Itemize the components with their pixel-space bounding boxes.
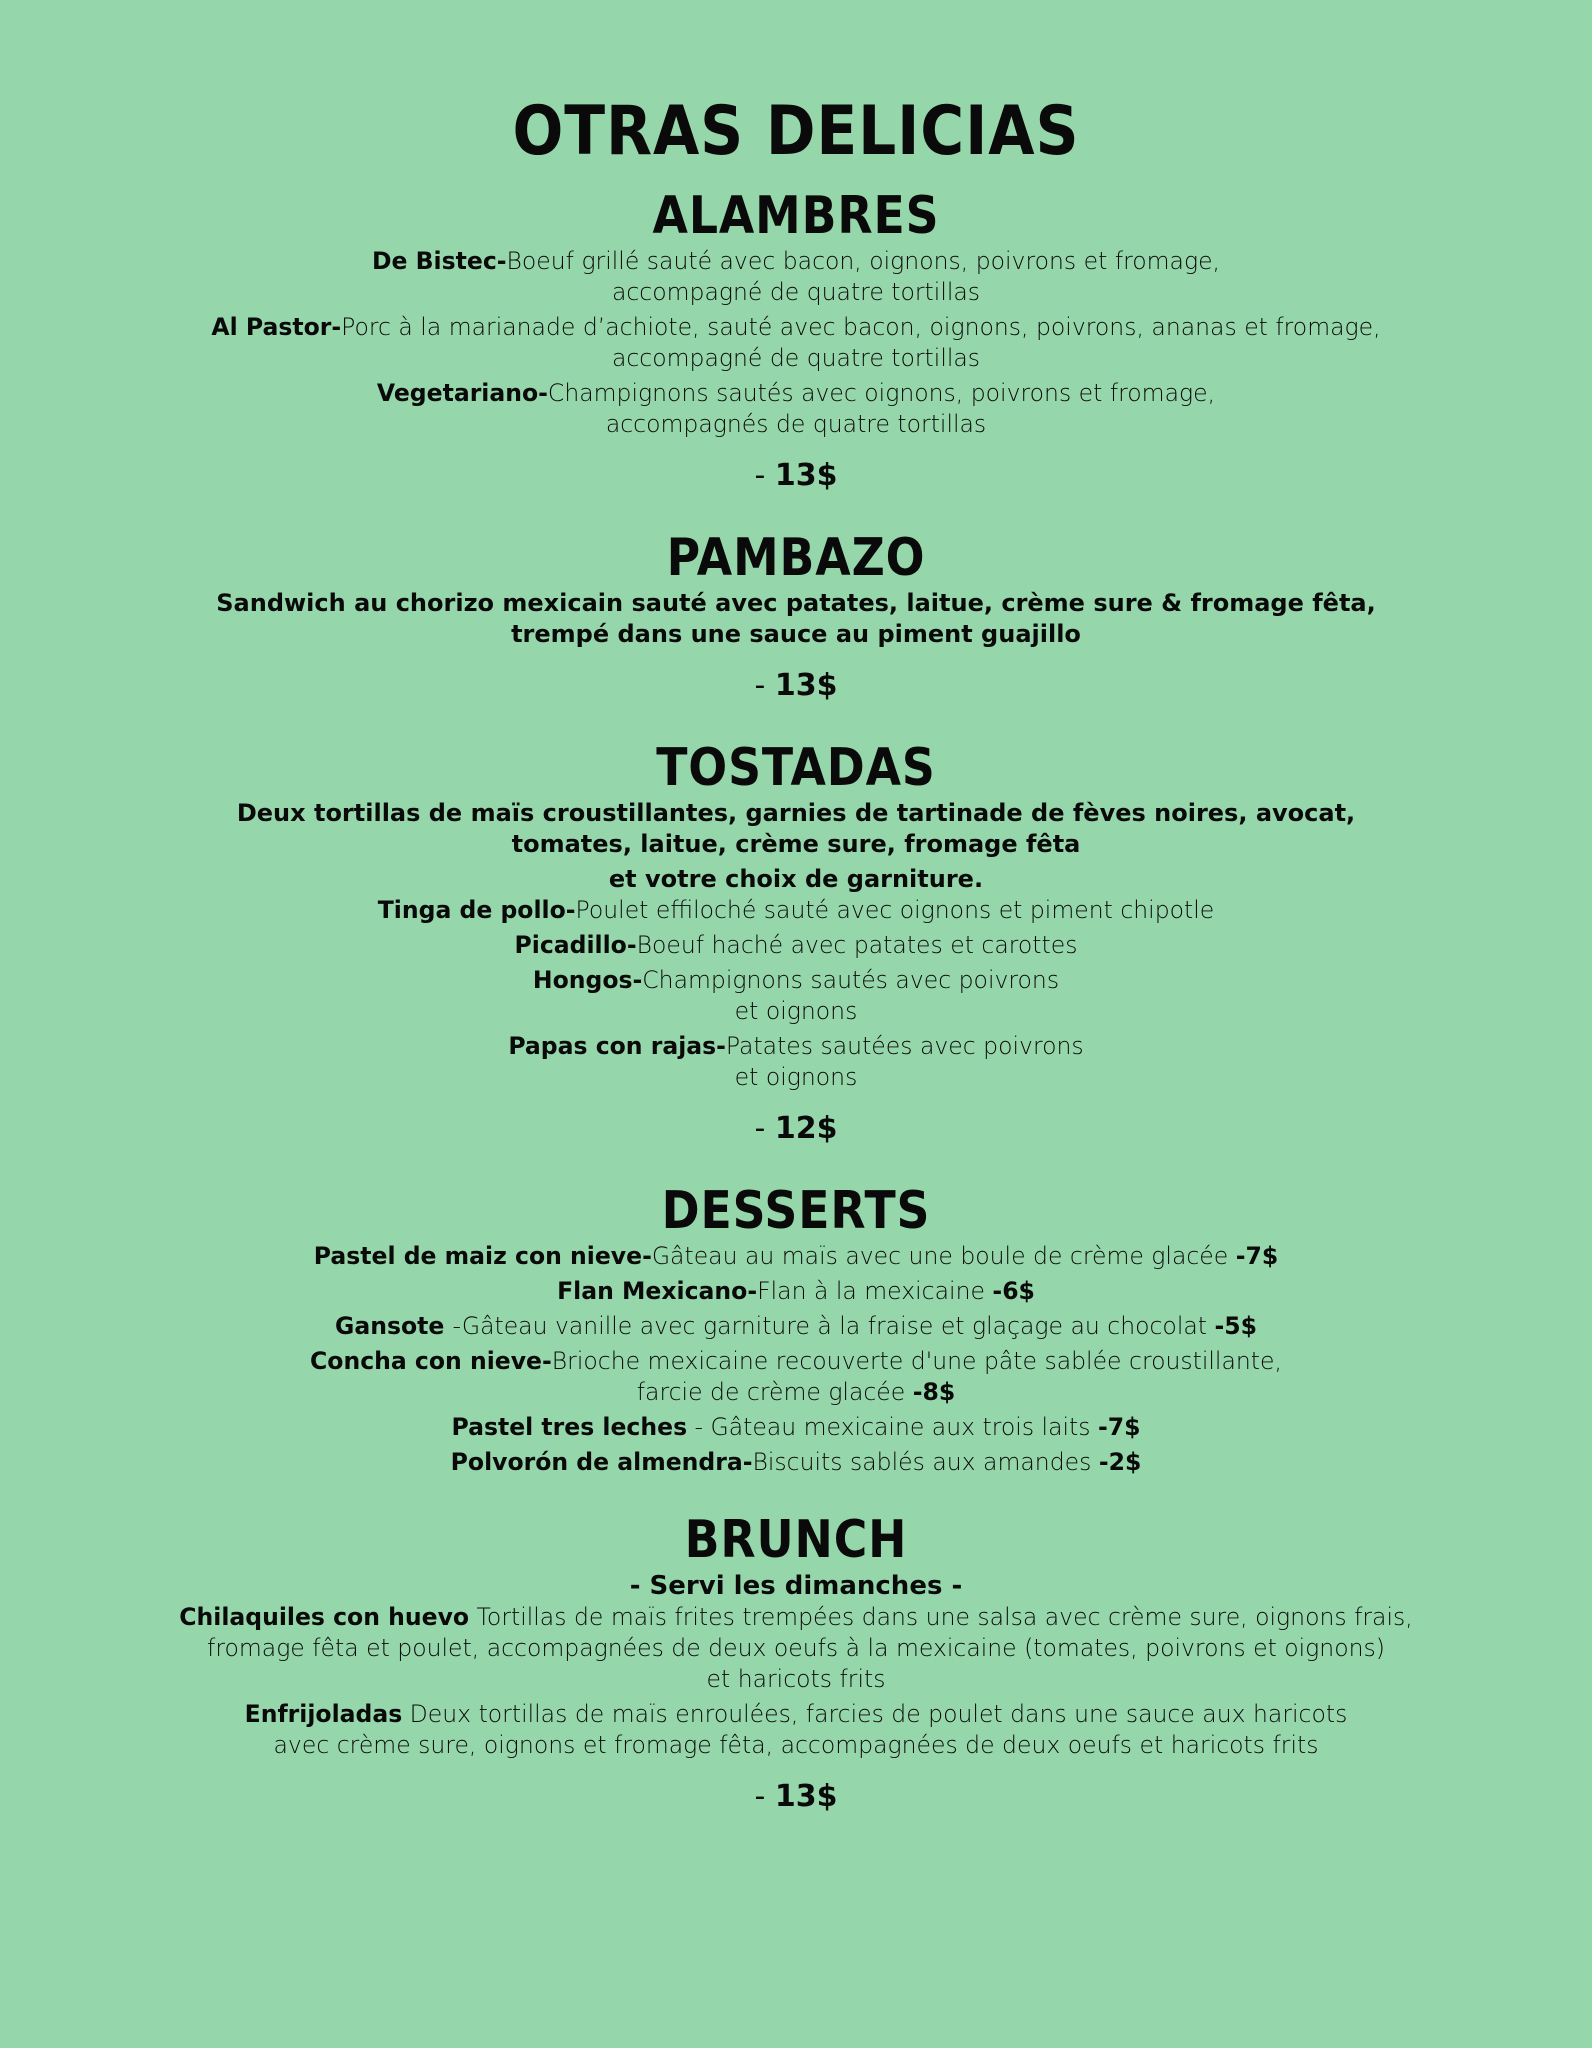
price-value: 12$ xyxy=(774,1111,838,1146)
item-name: Papas con rajas- xyxy=(508,1032,726,1060)
menu-item-tinga-de-pollo xyxy=(0,895,1592,926)
section-pambazo xyxy=(0,528,1592,706)
item-description: Tortillas de maïs frites trempées dans une salsa avec crème sure, oignons frais, xyxy=(469,1603,1413,1631)
item-name: Concha con nieve- xyxy=(310,1347,552,1375)
price-dash: - xyxy=(754,1779,775,1814)
tostadas-description: Deux tortillas de maïs croustillantes, garnies de tartinade de fèves noires, avocat, xyxy=(236,799,1356,827)
section-title-alambres: ALAMBRES xyxy=(652,186,940,246)
section-title-tostadas: TOSTADAS xyxy=(656,738,936,798)
menu-item-papas-con-rajas xyxy=(0,1031,1592,1093)
item-name: Enfrijoladas xyxy=(244,1700,403,1728)
item-price: -8$ xyxy=(912,1378,956,1406)
section-desserts xyxy=(0,1181,1592,1478)
price-dash: - xyxy=(754,458,775,493)
pambazo-description-cont: trempé dans une sauce au piment guajillo xyxy=(511,620,1081,648)
item-description: Deux tortillas de maïs enroulées, farcies de poulet dans une sauce aux haricots xyxy=(402,1700,1348,1728)
item-description-cont: farcie de crème glacée xyxy=(636,1378,913,1406)
menu-item-flan-mexicano xyxy=(0,1276,1592,1307)
item-description-cont2: et haricots frits xyxy=(706,1665,886,1693)
item-name: Chilaquiles con huevo xyxy=(179,1603,470,1631)
menu-item-al-pastor xyxy=(0,312,1592,374)
item-price: -2$ xyxy=(1098,1448,1142,1476)
item-price: -6$ xyxy=(992,1277,1035,1305)
item-description: Biscuits sablés aux amandes xyxy=(752,1448,1099,1476)
item-description: - Gâteau mexicaine aux trois laits xyxy=(687,1413,1098,1441)
price-dash: - xyxy=(754,1111,775,1146)
item-description-cont: avec crème sure, oignons et fromage fêta, accompagnées de deux oeufs et haricots frits xyxy=(273,1731,1319,1759)
menu-item-chilaquiles xyxy=(0,1602,1592,1695)
brunch-subtitle: - Servi les dimanches - xyxy=(629,1571,963,1601)
item-description: Boeuf haché avec patates et carottes xyxy=(636,931,1078,959)
price-brunch xyxy=(0,1777,1592,1817)
item-name: Pastel tres leches xyxy=(451,1413,688,1441)
item-name: Al Pastor- xyxy=(211,313,342,341)
item-price: -7$ xyxy=(1235,1242,1279,1270)
section-title-desserts: DESSERTS xyxy=(661,1181,931,1241)
menu-item-enfrijoladas xyxy=(0,1699,1592,1761)
item-description-cont: fromage fêta et poulet, accompagnées de deux oeufs à la mexicaine (tomates, poivrons et oignons) xyxy=(207,1634,1385,1662)
section-tostadas xyxy=(0,738,1592,1149)
pambazo-description: Sandwich au chorizo mexicain sauté avec patates, laitue, crème sure & fromage fêta, xyxy=(216,589,1376,617)
tostadas-description-cont: tomates, laitue, crème sure, fromage fêta xyxy=(511,830,1081,858)
item-description-cont: accompagné de quatre tortillas xyxy=(611,278,981,306)
price-alambres xyxy=(0,456,1592,496)
menu-item-vegetariano xyxy=(0,378,1592,440)
price-value: 13$ xyxy=(774,458,838,493)
item-description-cont: et oignons xyxy=(734,1063,858,1091)
menu-item-pastel-tres-leches xyxy=(0,1412,1592,1443)
menu-item-gansote xyxy=(0,1311,1592,1342)
item-description: Patates sautées avec poivrons xyxy=(725,1032,1084,1060)
item-name: Hongos- xyxy=(532,966,643,994)
item-description: Flan à la mexicaine xyxy=(757,1277,993,1305)
section-title-brunch: BRUNCH xyxy=(684,1510,908,1570)
section-title-pambazo: PAMBAZO xyxy=(666,528,926,588)
item-name: Gansote xyxy=(335,1312,453,1340)
section-alambres xyxy=(0,186,1592,496)
item-description: Champignons sautés avec oignons, poivrons et fromage, xyxy=(547,379,1216,407)
menu-item-de-bistec xyxy=(0,246,1592,308)
menu-item-pastel-de-maiz xyxy=(0,1241,1592,1272)
tostadas-description-choice: et votre choix de garniture. xyxy=(608,865,984,893)
item-description: Porc à la marianade d’achiote, sauté avec bacon, oignons, poivrons, ananas et fromage, xyxy=(341,313,1381,341)
page-title: OTRAS DELICIAS xyxy=(512,92,1080,171)
item-price: -5$ xyxy=(1214,1312,1257,1340)
item-description: Poulet effiloché sauté avec oignons et piment chipotle xyxy=(575,896,1215,924)
price-value: 13$ xyxy=(774,668,838,703)
price-tostadas xyxy=(0,1109,1592,1149)
price-pambazo xyxy=(0,666,1592,706)
item-name: Tinga de pollo- xyxy=(377,896,576,924)
price-dash: - xyxy=(754,668,775,703)
item-name: Vegetariano- xyxy=(376,379,548,407)
item-description-cont: accompagnés de quatre tortillas xyxy=(605,410,987,438)
menu-item-picadillo xyxy=(0,930,1592,961)
item-name: Polvorón de almendra- xyxy=(450,1448,753,1476)
menu-item-hongos xyxy=(0,965,1592,1027)
item-description: Champignons sautés avec poivrons xyxy=(642,966,1060,994)
item-name: Picadillo- xyxy=(514,931,637,959)
section-brunch xyxy=(0,1510,1592,1817)
item-description-cont: et oignons xyxy=(734,997,858,1025)
item-price: -7$ xyxy=(1097,1413,1141,1441)
menu-item-concha-con-nieve xyxy=(0,1346,1592,1408)
item-description: Gâteau au maïs avec une boule de crème glacée xyxy=(651,1242,1236,1270)
item-name: Flan Mexicano- xyxy=(557,1277,758,1305)
menu-item-polvoron-de-almendra xyxy=(0,1447,1592,1478)
price-value: 13$ xyxy=(774,1779,838,1814)
item-description-cont: accompagné de quatre tortillas xyxy=(611,344,981,372)
item-name: Pastel de maiz con nieve- xyxy=(313,1242,652,1270)
item-description: -Gâteau vanille avec garniture à la fraise et glaçage au chocolat xyxy=(452,1312,1215,1340)
item-description: Brioche mexicaine recouverte d'une pâte sablée croustillante, xyxy=(551,1347,1282,1375)
item-name: De Bistec- xyxy=(371,247,507,275)
item-description: Boeuf grillé sauté avec bacon, oignons, poivrons et fromage, xyxy=(506,247,1221,275)
